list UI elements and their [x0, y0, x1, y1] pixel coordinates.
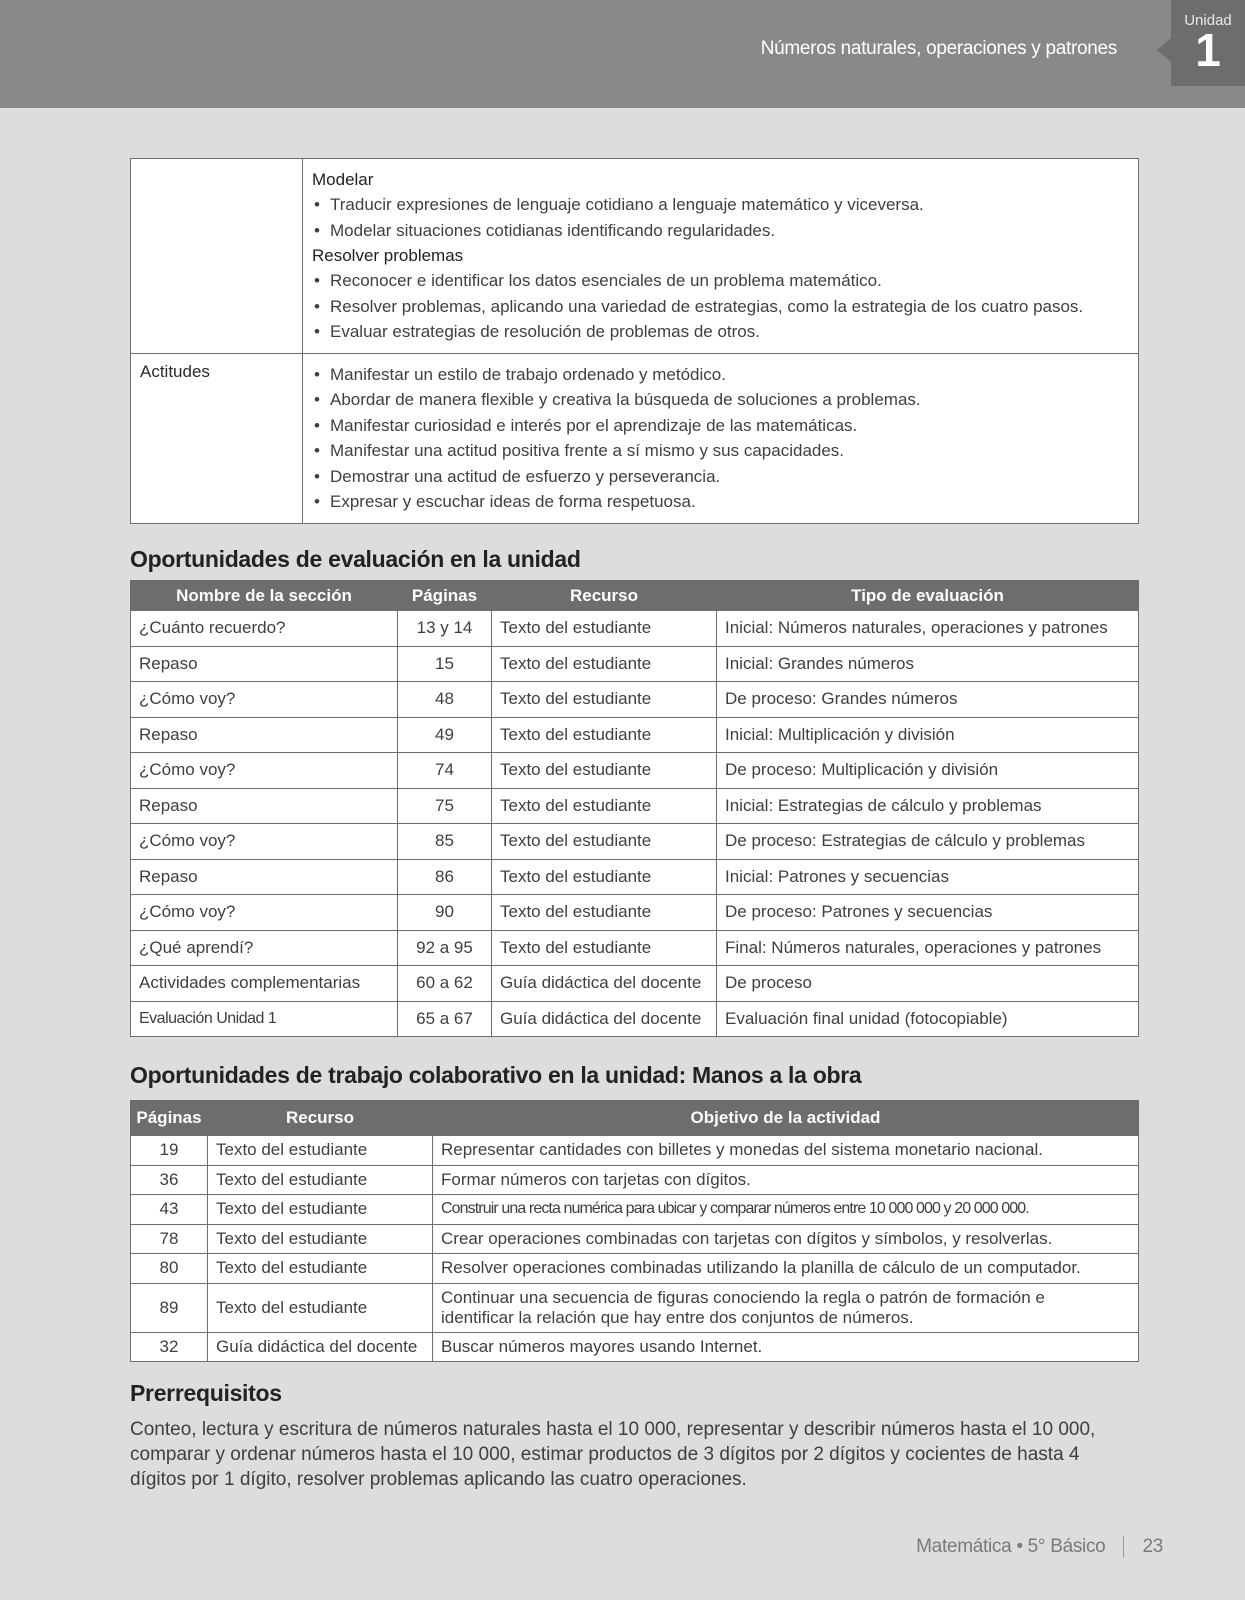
table-row	[131, 611, 1139, 647]
pages: 85	[398, 824, 492, 860]
resource: Texto del estudiante	[208, 1165, 433, 1195]
pages: 80	[131, 1254, 208, 1284]
resource: Texto del estudiante	[492, 611, 717, 647]
resource: Texto del estudiante	[492, 895, 717, 931]
evaluation-heading: Oportunidades de evaluación en la unidad	[130, 546, 581, 572]
evaluation-type: Inicial: Estrategias de cálculo y problemas	[717, 788, 1139, 824]
unit-tab	[1171, 0, 1245, 86]
evaluation-type: Inicial: Patrones y secuencias	[717, 859, 1139, 895]
collaborative-table	[130, 1100, 1139, 1362]
evaluation-table	[130, 580, 1139, 1037]
evaluation-table-container	[130, 580, 1139, 1037]
column-header: Páginas	[398, 581, 492, 611]
unit-label: Unidad	[1184, 12, 1232, 29]
table-row	[131, 859, 1139, 895]
evaluation-type: Final: Números naturales, operaciones y patrones	[717, 930, 1139, 966]
resource: Texto del estudiante	[492, 930, 717, 966]
pages: 48	[398, 682, 492, 718]
resource: Guía didáctica del docente	[492, 966, 717, 1002]
skills-table	[130, 158, 1139, 524]
activity-objective: Representar cantidades con billetes y monedas del sistema monetario nacional.	[433, 1136, 1139, 1166]
resource: Texto del estudiante	[208, 1283, 433, 1332]
activity-objective: Construir una recta numérica para ubicar y comparar números entre 10 000 000 y 20 000 000.	[433, 1195, 1139, 1225]
resource: Texto del estudiante	[492, 646, 717, 682]
skills-row-content	[303, 159, 1139, 354]
table-row	[131, 895, 1139, 931]
evaluation-type: De proceso: Patrones y secuencias	[717, 895, 1139, 931]
column-header: Tipo de evaluación	[717, 581, 1139, 611]
section-name: Repaso	[131, 788, 398, 824]
resource: Guía didáctica del docente	[492, 1001, 717, 1037]
modelar-list	[312, 192, 1129, 243]
table-row	[131, 646, 1139, 682]
prerequisites-text: Conteo, lectura y escritura de números naturales hasta el 10 000, representar y describir números hasta el 10 000, comparar y ordenar números hasta el 10 000, estimar productos de 3 dígitos por 2 dígitos y cocientes de hasta 4 dígitos por 1 dígito, resolver problemas aplicando las cuatro operaciones.	[130, 1419, 1096, 1490]
footer-divider	[1123, 1536, 1124, 1558]
evaluation-type: Inicial: Grandes números	[717, 646, 1139, 682]
list-item: • Manifestar una actitud positiva frente a sí mismo y sus capacidades.	[312, 438, 1129, 464]
table-row	[131, 1165, 1139, 1195]
resource: Texto del estudiante	[208, 1195, 433, 1225]
activity-objective: Crear operaciones combinadas con tarjetas con dígitos y símbolos, y resolverlas.	[433, 1224, 1139, 1254]
list-item: • Resolver problemas, aplicando una variedad de estrategias, como la estrategia de los cuatro pasos.	[312, 294, 1129, 320]
resource: Texto del estudiante	[492, 824, 717, 860]
column-header: Recurso	[492, 581, 717, 611]
pages: 74	[398, 753, 492, 789]
pages: 86	[398, 859, 492, 895]
table-row	[131, 717, 1139, 753]
pages: 49	[398, 717, 492, 753]
resource: Guía didáctica del docente	[208, 1332, 433, 1362]
evaluation-type: Inicial: Multiplicación y división	[717, 717, 1139, 753]
evaluation-type: De proceso: Multiplicación y división	[717, 753, 1139, 789]
table-row	[131, 753, 1139, 789]
resource: Texto del estudiante	[492, 717, 717, 753]
section-name: ¿Qué aprendí?	[131, 930, 398, 966]
actitudes-label: Actitudes	[131, 353, 303, 523]
resolver-list	[312, 268, 1129, 345]
list-item: • Reconocer e identificar los datos esenciales de un problema matemático.	[312, 268, 1129, 294]
resource: Texto del estudiante	[492, 753, 717, 789]
pages: 75	[398, 788, 492, 824]
section-name: Evaluación Unidad 1	[131, 1001, 398, 1037]
column-header: Nombre de la sección	[131, 581, 398, 611]
evaluation-type: De proceso: Estrategias de cálculo y problemas	[717, 824, 1139, 860]
column-header: Páginas	[131, 1101, 208, 1136]
table-row	[131, 1283, 1139, 1332]
section-name: Repaso	[131, 859, 398, 895]
page-number: 23	[1142, 1536, 1163, 1558]
column-header: Objetivo de la actividad	[433, 1101, 1139, 1136]
activity-objective: Resolver operaciones combinadas utilizando la planilla de cálculo de un computador.	[433, 1254, 1139, 1284]
list-item: • Manifestar curiosidad e interés por el aprendizaje de las matemáticas.	[312, 413, 1129, 439]
table-row	[131, 930, 1139, 966]
list-item: • Traducir expresiones de lenguaje cotidiano a lenguaje matemático y viceversa.	[312, 192, 1129, 218]
collaborative-heading: Oportunidades de trabajo colaborativo en la unidad: Manos a la obra	[130, 1062, 862, 1088]
prerequisites-heading: Prerrequisitos	[130, 1380, 282, 1406]
actitudes-content	[303, 353, 1139, 523]
table-row	[131, 682, 1139, 718]
table-row	[131, 788, 1139, 824]
section-name: ¿Cómo voy?	[131, 895, 398, 931]
pages: 65 a 67	[398, 1001, 492, 1037]
resource: Texto del estudiante	[492, 859, 717, 895]
resolver-heading: Resolver problemas	[312, 246, 464, 265]
resource: Texto del estudiante	[492, 788, 717, 824]
evaluation-header-row	[131, 581, 1139, 611]
chapter-title: Números naturales, operaciones y patrones	[760, 38, 1117, 59]
list-item: • Evaluar estrategias de resolución de problemas de otros.	[312, 319, 1129, 345]
pages: 13 y 14	[398, 611, 492, 647]
resource: Texto del estudiante	[208, 1254, 433, 1284]
list-item: • Expresar y escuchar ideas de forma respetuosa.	[312, 489, 1129, 515]
pages: 78	[131, 1224, 208, 1254]
list-item: • Modelar situaciones cotidianas identificando regularidades.	[312, 218, 1129, 244]
table-row	[131, 824, 1139, 860]
page-footer	[916, 1536, 1163, 1558]
pages: 43	[131, 1195, 208, 1225]
unit-number: 1	[1195, 24, 1221, 76]
collaborative-table-container	[130, 1100, 1139, 1362]
list-item: • Abordar de manera flexible y creativa la búsqueda de soluciones a problemas.	[312, 387, 1129, 413]
pages: 60 a 62	[398, 966, 492, 1002]
section-name: ¿Cómo voy?	[131, 824, 398, 860]
evaluation-type: Inicial: Números naturales, operaciones y patrones	[717, 611, 1139, 647]
section-name: Repaso	[131, 717, 398, 753]
skills-row-label	[131, 159, 303, 354]
evaluation-type: De proceso	[717, 966, 1139, 1002]
table-row	[131, 1254, 1139, 1284]
section-name: ¿Cómo voy?	[131, 682, 398, 718]
page-header	[0, 0, 1245, 108]
skills-row-actitudes	[131, 353, 1139, 523]
section-name: ¿Cómo voy?	[131, 753, 398, 789]
table-row	[131, 966, 1139, 1002]
pages: 15	[398, 646, 492, 682]
skills-table-container	[130, 158, 1139, 524]
pages: 92 a 95	[398, 930, 492, 966]
activity-objective: Buscar números mayores usando Internet.	[433, 1332, 1139, 1362]
pages: 89	[131, 1283, 208, 1332]
resource: Texto del estudiante	[208, 1224, 433, 1254]
evaluation-type: De proceso: Grandes números	[717, 682, 1139, 718]
section-name: Repaso	[131, 646, 398, 682]
pages: 36	[131, 1165, 208, 1195]
actitudes-list	[312, 362, 1129, 515]
table-row	[131, 1332, 1139, 1362]
table-row	[131, 1136, 1139, 1166]
activity-objective: Continuar una secuencia de figuras conociendo la regla o patrón de formación e identificar la relación que hay entre dos conjuntos de números.	[433, 1283, 1139, 1332]
modelar-heading: Modelar	[312, 170, 374, 189]
pages: 32	[131, 1332, 208, 1362]
activity-objective: Formar números con tarjetas con dígitos.	[433, 1165, 1139, 1195]
column-header: Recurso	[208, 1101, 433, 1136]
skills-row-modelar	[131, 159, 1139, 354]
pages: 90	[398, 895, 492, 931]
book-title: Matemática • 5° Básico	[916, 1536, 1106, 1558]
section-name: ¿Cuánto recuerdo?	[131, 611, 398, 647]
table-row	[131, 1224, 1139, 1254]
list-item: • Demostrar una actitud de esfuerzo y perseverancia.	[312, 464, 1129, 490]
resource: Texto del estudiante	[208, 1136, 433, 1166]
table-row	[131, 1001, 1139, 1037]
resource: Texto del estudiante	[492, 682, 717, 718]
collaborative-header-row	[131, 1101, 1139, 1136]
list-item: • Manifestar un estilo de trabajo ordenado y metódico.	[312, 362, 1129, 388]
evaluation-type: Evaluación final unidad (fotocopiable)	[717, 1001, 1139, 1037]
pages: 19	[131, 1136, 208, 1166]
unit-tab-notch	[1157, 38, 1171, 62]
section-name: Actividades complementarias	[131, 966, 398, 1002]
table-row	[131, 1195, 1139, 1225]
